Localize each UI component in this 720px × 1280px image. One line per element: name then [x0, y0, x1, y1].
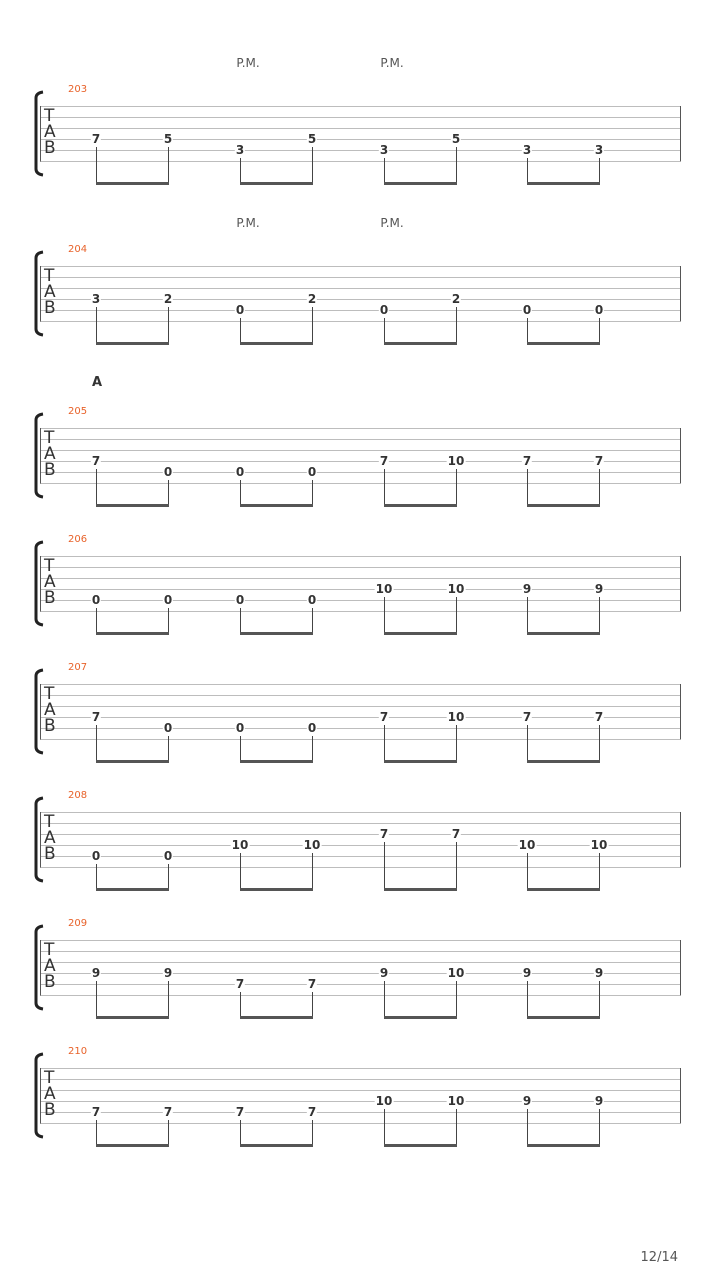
tab-clef-letter: T [44, 106, 55, 126]
fret-number: 0 [163, 593, 173, 607]
fret-number: 10 [375, 1094, 393, 1108]
tab-clef-letter: A [44, 956, 56, 976]
tab-clef-letter: B [44, 1100, 56, 1120]
fret-number: 10 [231, 838, 249, 852]
tab-clef-letter: B [44, 588, 56, 608]
fret-number: 9 [379, 966, 389, 980]
fret-number: 0 [163, 721, 173, 735]
fret-number: 0 [163, 849, 173, 863]
fret-number: 9 [522, 582, 532, 596]
fret-number: 0 [235, 593, 245, 607]
tab-clef-letter: A [44, 444, 56, 464]
fret-number: 7 [594, 710, 604, 724]
bar-number: 209 [68, 918, 88, 929]
fret-number: 7 [235, 1105, 245, 1119]
fret-number: 7 [163, 1105, 173, 1119]
tab-clef-letter: A [44, 572, 56, 592]
fret-number: 3 [594, 143, 604, 157]
fret-number: 10 [447, 454, 465, 468]
tab-clef-letter: B [44, 460, 56, 480]
fret-number: 7 [594, 454, 604, 468]
tab-clef-letter: A [44, 122, 56, 142]
fret-number: 9 [91, 966, 101, 980]
palm-mute-marker: P.M. [380, 216, 404, 230]
tab-clef-letter: A [44, 700, 56, 720]
tab-clef-letter: B [44, 716, 56, 736]
fret-number: 9 [594, 1094, 604, 1108]
fret-number: 7 [235, 977, 245, 991]
fret-number: 10 [375, 582, 393, 596]
tab-clef-letter: T [44, 684, 55, 704]
fret-number: 7 [307, 1105, 317, 1119]
tab-clef-letter: B [44, 298, 56, 318]
bar-number: 207 [68, 662, 88, 673]
fret-number: 0 [594, 303, 604, 317]
tab-clef-letter: B [44, 138, 56, 158]
fret-number: 7 [451, 827, 461, 841]
fret-number: 3 [235, 143, 245, 157]
tab-clef-letter: T [44, 1068, 55, 1088]
fret-number: 7 [522, 454, 532, 468]
fret-number: 9 [522, 1094, 532, 1108]
fret-number: 5 [307, 132, 317, 146]
page-number: 12/14 [640, 1250, 678, 1265]
note-beam [96, 1144, 169, 1147]
fret-number: 7 [91, 710, 101, 724]
palm-mute-marker: P.M. [236, 216, 260, 230]
note-beam [527, 1144, 600, 1147]
fret-number: 0 [91, 593, 101, 607]
fret-number: 0 [307, 593, 317, 607]
fret-number: 7 [379, 454, 389, 468]
fret-number: 0 [235, 303, 245, 317]
fret-number: 10 [447, 1094, 465, 1108]
fret-number: 3 [91, 292, 101, 306]
fret-number: 7 [91, 132, 101, 146]
fret-number: 7 [379, 710, 389, 724]
palm-mute-marker: P.M. [380, 56, 404, 70]
fret-number: 10 [303, 838, 321, 852]
fret-number: 0 [522, 303, 532, 317]
tab-clef-letter: A [44, 282, 56, 302]
tab-clef-letter: A [44, 1084, 56, 1104]
fret-number: 10 [447, 582, 465, 596]
tab-clef-letter: T [44, 428, 55, 448]
fret-number: 9 [594, 582, 604, 596]
fret-number: 0 [379, 303, 389, 317]
fret-number: 0 [307, 465, 317, 479]
bar-number: 210 [68, 1046, 88, 1057]
fret-number: 9 [594, 966, 604, 980]
tab-clef-letter: B [44, 844, 56, 864]
fret-number: 10 [518, 838, 536, 852]
fret-number: 0 [235, 721, 245, 735]
bar-number: 208 [68, 790, 88, 801]
note-beam [240, 1144, 313, 1147]
fret-number: 5 [163, 132, 173, 146]
bar-number: 206 [68, 534, 88, 545]
fret-number: 2 [451, 292, 461, 306]
fret-number: 10 [590, 838, 608, 852]
fret-number: 0 [307, 721, 317, 735]
fret-number: 10 [447, 710, 465, 724]
fret-number: 0 [163, 465, 173, 479]
fret-number: 3 [522, 143, 532, 157]
fret-number: 7 [91, 1105, 101, 1119]
section-marker: A [92, 375, 103, 390]
tab-clef-letter: T [44, 266, 55, 286]
tab-clef-letter: T [44, 556, 55, 576]
tab-clef-letter: B [44, 972, 56, 992]
tab-clef-letter: A [44, 828, 56, 848]
tab-clef-letter: T [44, 812, 55, 832]
fret-number: 5 [451, 132, 461, 146]
fret-number: 3 [379, 143, 389, 157]
fret-number: 7 [522, 710, 532, 724]
bar-number: 203 [68, 84, 88, 95]
fret-number: 2 [163, 292, 173, 306]
fret-number: 7 [307, 977, 317, 991]
fret-number: 0 [235, 465, 245, 479]
fret-number: 2 [307, 292, 317, 306]
bar-number: 204 [68, 244, 88, 255]
palm-mute-marker: P.M. [236, 56, 260, 70]
note-beam [384, 1144, 457, 1147]
fret-number: 9 [522, 966, 532, 980]
fret-number: 9 [163, 966, 173, 980]
fret-number: 7 [91, 454, 101, 468]
system-bracket [36, 1054, 43, 1137]
fret-number: 7 [379, 827, 389, 841]
tab-clef-letter: T [44, 940, 55, 960]
fret-number: 10 [447, 966, 465, 980]
fret-number: 0 [91, 849, 101, 863]
bar-number: 205 [68, 406, 88, 417]
